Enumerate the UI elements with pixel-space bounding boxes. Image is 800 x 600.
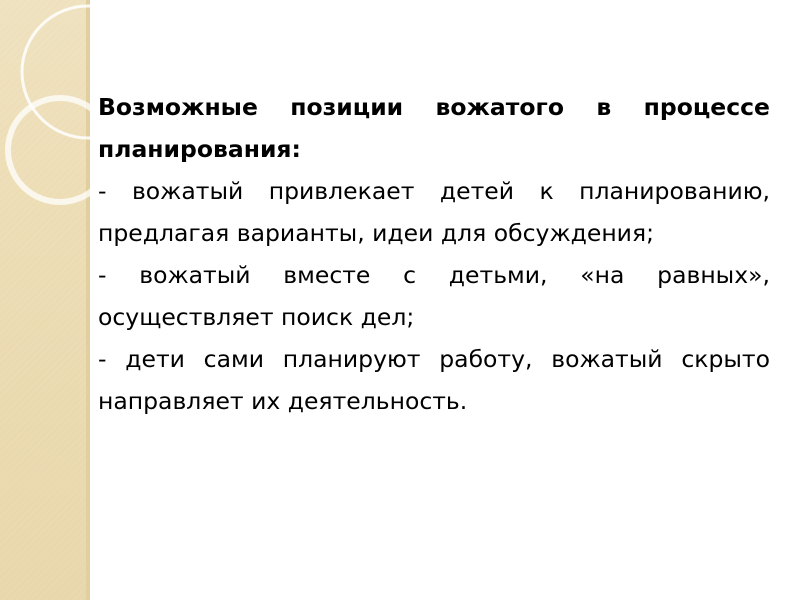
slide-body <box>98 86 770 422</box>
list-item: - дети сами планируют работу, вожатый скрыто направляет их деятельность. <box>98 345 770 415</box>
list-item: - вожатый вместе с детьми, «на равных», осуществляет поиск дел; <box>98 261 770 331</box>
decorative-side-band <box>0 0 90 600</box>
slide-heading: Возможные позиции вожатого в процессе планирования: <box>98 93 770 163</box>
side-band-edge <box>86 0 90 600</box>
list-item: - вожатый привлекает детей к планированию, предлагая варианты, идеи для обсуждения; <box>98 177 770 247</box>
